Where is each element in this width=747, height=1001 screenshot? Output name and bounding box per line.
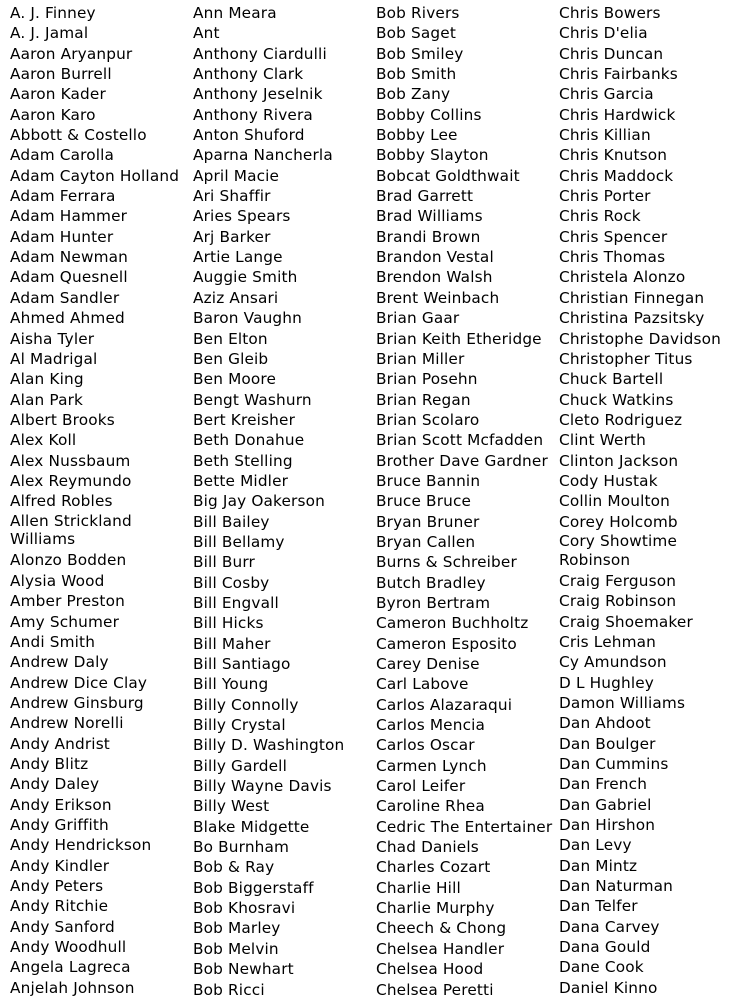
name-list-item: Beth Donahue (193, 431, 305, 450)
name-list-item: Chelsea Peretti (376, 980, 494, 999)
name-list-item: Bill Burr (193, 553, 255, 572)
name-list-item: Brother Dave Gardner (376, 451, 548, 470)
name-list-item: Brian Keith Etheridge (376, 329, 542, 348)
name-list-item: Aries Spears (193, 207, 291, 226)
name-list-item: Chuck Bartell (559, 370, 664, 389)
name-list-item: Amber Preston (10, 592, 125, 611)
name-list-item: Bruce Bannin (376, 471, 481, 490)
name-list-item: Anthony Rivera (193, 105, 313, 124)
name-list-item: Ahmed Ahmed (10, 309, 125, 328)
name-list-item: Dan Gabriel (559, 795, 652, 814)
name-list-item: Bob Melvin (193, 939, 279, 958)
name-list-item: Bette Midler (193, 471, 289, 490)
name-list-item: Christela Alonzo (559, 268, 686, 287)
name-list-item: April Macie (193, 166, 280, 185)
name-list-item: Big Jay Oakerson (193, 492, 325, 511)
name-list-item: Adam Ferrara (10, 187, 116, 206)
name-list-item: Andrew Ginsburg (10, 693, 144, 712)
name-list-item: Brendon Walsh (376, 268, 493, 287)
name-list-item: Chris Bowers (559, 4, 661, 22)
name-list-item: Brian Regan (376, 390, 471, 409)
name-list-item: Billy D. Washington (193, 736, 345, 755)
name-list-item: Andy Woodhull (10, 938, 127, 957)
name-list-item: Carmen Lynch (376, 756, 487, 775)
name-list-item: Anjelah Johnson (10, 978, 135, 997)
name-list-item: Chris Hardwick (559, 105, 676, 124)
name-list-item: Chris Killian (559, 126, 651, 145)
name-list-item: Brian Scolaro (376, 410, 480, 429)
name-list-item: Chris Fairbanks (559, 65, 678, 84)
name-list-item: Bobby Collins (376, 105, 482, 124)
name-list-item: Charles Cozart (376, 858, 491, 877)
name-list-item: Dan Boulger (559, 734, 656, 753)
name-list-item: Alex Nussbaum (10, 451, 131, 470)
name-list-item: Adam Carolla (10, 146, 115, 165)
name-list-item: Adam Sandler (10, 288, 120, 307)
name-list-item: Artie Lange (193, 248, 283, 267)
name-list-item: Baron Vaughn (193, 309, 302, 328)
name-list-item: Arj Barker (193, 227, 271, 246)
name-list-item: Charlie Murphy (376, 899, 495, 918)
name-list-item: Brian Miller (376, 349, 465, 368)
name-list-item: Cameron Buchholtz (376, 614, 529, 633)
name-list-item: Anton Shuford (193, 126, 305, 145)
name-list-item: Dane Cook (559, 958, 644, 977)
name-list-item: Al Madrigal (10, 349, 98, 368)
name-list-item: Blake Midgette (193, 817, 310, 836)
name-list-item: Andrew Dice Clay (10, 673, 148, 692)
name-list-item: Bob Saget (376, 24, 456, 43)
name-list-item: Aziz Ansari (193, 288, 279, 307)
name-list-item: Chris D'elia (559, 24, 648, 43)
name-list-item: Alfred Robles (10, 492, 113, 511)
name-list-item: Adam Hammer (10, 207, 128, 226)
name-list-item: Craig Robinson (559, 592, 677, 611)
name-list-item: Bryan Callen (376, 532, 476, 551)
name-list-item: Bill Young (193, 675, 269, 694)
name-list-item: Cris Lehman (559, 632, 657, 651)
name-list-item: Chris Knutson (559, 146, 668, 165)
name-list-item: Bill Hicks (193, 614, 264, 633)
name-list-item: Andy Sanford (10, 917, 115, 936)
name-list-item: Andy Peters (10, 876, 104, 895)
name-list-item: Caroline Rhea (376, 797, 485, 816)
name-list-item: Brent Weinbach (376, 288, 500, 307)
name-list-item: Collin Moulton (559, 492, 671, 511)
name-list-item: Chris Rock (559, 207, 641, 226)
name-list-item: Andy Griffith (10, 815, 109, 834)
name-list-item: Ann Meara (193, 4, 277, 22)
name-list-item: Carl Labove (376, 675, 469, 694)
name-list-item: Chris Spencer (559, 227, 668, 246)
name-list-item: Brandi Brown (376, 227, 481, 246)
name-list-item: Christopher Titus (559, 349, 693, 368)
name-column-4 (559, 3, 745, 998)
name-list-item: Aparna Nancherla (193, 146, 333, 165)
name-list-item: Burns & Schreiber (376, 553, 517, 572)
name-list-item: Amy Schumer (10, 612, 120, 631)
name-list-item: Adam Newman (10, 248, 129, 267)
name-list-item: Aaron Burrell (10, 65, 112, 84)
name-list-item: Christophe Davidson (559, 329, 721, 348)
name-list-item: Bob Biggerstaff (193, 878, 314, 897)
name-list-item: Bobcat Goldthwait (376, 166, 520, 185)
name-list-item: Dan Hirshon (559, 815, 656, 834)
name-list-item: Billy Connolly (193, 695, 299, 714)
name-list-item: Cedric The Entertainer (376, 817, 553, 836)
name-list-item: Alex Reymundo (10, 471, 132, 490)
name-list-item: Adam Quesnell (10, 268, 128, 287)
name-list-item: Cory Showtime Robinson (559, 531, 678, 569)
name-list-item: Bruce Bruce (376, 492, 472, 511)
name-list-item: Bobby Slayton (376, 146, 489, 165)
name-list-item: Bob Newhart (193, 960, 294, 979)
name-list-item: Auggie Smith (193, 268, 298, 287)
name-list-item: Chris Porter (559, 187, 651, 206)
name-list-item: Chris Garcia (559, 85, 654, 104)
name-list-item: Cleto Rodriguez (559, 410, 683, 429)
name-list-item: Butch Bradley (376, 573, 486, 592)
name-list-item: Cheech & Chong (376, 919, 507, 938)
name-list-item: Dan Levy (559, 836, 632, 855)
name-list-item: Brandon Vestal (376, 248, 494, 267)
name-list-item: Bob Marley (193, 919, 281, 938)
name-list-item: A. J. Jamal (10, 24, 89, 43)
name-list-item: Ant (193, 24, 220, 43)
name-list-item: Bengt Washurn (193, 390, 312, 409)
name-list-item: Bob Smith (376, 65, 457, 84)
name-list-item: Brian Posehn (376, 370, 478, 389)
name-list-item: Chris Thomas (559, 248, 666, 267)
name-column-1 (10, 3, 188, 998)
name-list-item: Aaron Karo (10, 105, 96, 124)
name-list-item: Bill Santiago (193, 655, 291, 673)
name-list-item: Alan Park (10, 390, 84, 409)
name-list-item: Charlie Hill (376, 878, 461, 897)
name-list-item: Adam Hunter (10, 227, 114, 246)
name-list-item: Bob Smiley (376, 44, 464, 63)
name-list-item: Billy West (193, 797, 270, 816)
name-list-item: Chuck Watkins (559, 390, 674, 409)
name-list-item: Ari Shaffir (193, 187, 271, 206)
name-list-item: Bob & Ray (193, 858, 275, 877)
name-list-item: Bob Rivers (376, 4, 460, 22)
name-list-item: Dan French (559, 775, 648, 794)
name-list-item: Bill Bailey (193, 512, 270, 531)
name-list-item: Andy Ritchie (10, 897, 109, 916)
name-list-item: Allen Strickland Williams (10, 511, 132, 549)
name-list-item: Andy Andrist (10, 734, 110, 753)
name-list-item: Andy Kindler (10, 856, 110, 875)
name-list-item: Andy Hendrickson (10, 836, 152, 855)
name-list-item: Cody Hustak (559, 471, 658, 490)
name-list-item: Bert Kreisher (193, 410, 296, 429)
name-list-item: Bill Cosby (193, 573, 270, 592)
name-list-item: Bryan Bruner (376, 512, 480, 531)
name-list-item: Clinton Jackson (559, 451, 679, 470)
name-list-item: Craig Shoemaker (559, 612, 693, 631)
name-list-item: Dan Telfer (559, 897, 638, 916)
name-list-item: Alan King (10, 370, 84, 389)
name-list-item: Bill Engvall (193, 593, 279, 612)
name-list-item: Carey Denise (376, 655, 480, 673)
name-list-item: Billy Crystal (193, 716, 286, 735)
name-list-item: Ben Moore (193, 370, 277, 389)
name-list-item: Chris Maddock (559, 166, 674, 185)
name-list-item: Carlos Oscar (376, 736, 475, 755)
name-list-item: Craig Ferguson (559, 571, 677, 590)
name-list-item: Carlos Alazaraqui (376, 695, 513, 714)
name-list-item: Brad Williams (376, 207, 483, 226)
name-list-item: Christina Pazsitsky (559, 309, 705, 328)
name-list-item: Ben Gleib (193, 349, 269, 368)
name-list-item: Bill Maher (193, 634, 271, 653)
name-list-item: Abbott & Costello (10, 126, 147, 145)
name-list-item: Aaron Aryanpur (10, 44, 133, 63)
name-list-item: Damon Williams (559, 693, 686, 712)
name-list-item: Anthony Ciardulli (193, 44, 327, 63)
name-list-item: Dana Gould (559, 938, 651, 957)
name-list-item: Andy Blitz (10, 754, 89, 773)
name-list-item: Cy Amundson (559, 653, 667, 672)
name-list-item: A. J. Finney (10, 4, 96, 22)
name-list-item: Brian Scott Mcfadden (376, 431, 544, 450)
name-list-item: Chad Daniels (376, 838, 479, 857)
name-list-item: Bob Ricci (193, 980, 265, 999)
name-list-item: Adam Cayton Holland (10, 166, 180, 185)
name-list-item: Albert Brooks (10, 410, 115, 429)
name-list-item: Daniel Kinno (559, 978, 658, 997)
name-column-3 (376, 3, 554, 1000)
name-list-item: Alonzo Bodden (10, 551, 127, 570)
name-list-item: Dan Ahdoot (559, 714, 651, 733)
name-list-item: Bobby Lee (376, 126, 458, 145)
name-list-item: Dan Mintz (559, 856, 638, 875)
name-list-item: Andrew Norelli (10, 714, 124, 733)
name-list-item: Corey Holcomb (559, 512, 678, 531)
name-list-item: Chris Duncan (559, 44, 664, 63)
name-list-item: Bob Khosravi (193, 899, 296, 918)
name-list-item: Beth Stelling (193, 451, 293, 470)
name-list-item: Andi Smith (10, 632, 96, 651)
name-list-item: Billy Gardell (193, 756, 287, 775)
name-list-item: Anthony Jeselnik (193, 85, 323, 104)
name-list-item: Carlos Mencia (376, 716, 486, 735)
name-column-2 (193, 3, 371, 1000)
name-list-item: Carol Leifer (376, 777, 466, 796)
name-list-item: Bo Burnham (193, 838, 290, 857)
name-list-item: Clint Werth (559, 431, 647, 450)
name-list-item: Aisha Tyler (10, 329, 95, 348)
name-list-item: Ben Elton (193, 329, 268, 348)
name-list-item: Dana Carvey (559, 917, 660, 936)
name-list-item: Andrew Daly (10, 653, 109, 672)
name-list-item: Andy Erikson (10, 795, 112, 814)
name-list-item: Anthony Clark (193, 65, 304, 84)
name-list-item: Alex Koll (10, 431, 77, 450)
name-list-item: Cameron Esposito (376, 634, 517, 653)
name-list-item: Alysia Wood (10, 571, 105, 590)
name-list-item: Bob Zany (376, 85, 451, 104)
name-list-item: Brian Gaar (376, 309, 460, 328)
name-list-item: Andy Daley (10, 775, 100, 794)
name-list-item: Christian Finnegan (559, 288, 705, 307)
name-list-item: Angela Lagreca (10, 958, 131, 977)
name-list-item: Byron Bertram (376, 593, 491, 612)
name-list-item: Chelsea Handler (376, 939, 505, 958)
name-list-item: Brad Garrett (376, 187, 474, 206)
name-list-item: D L Hughley (559, 673, 654, 692)
name-list-item: Dan Naturman (559, 876, 674, 895)
name-list-item: Dan Cummins (559, 754, 669, 773)
name-list-item: Aaron Kader (10, 85, 106, 104)
name-list-item: Bill Bellamy (193, 532, 285, 551)
name-list-item: Chelsea Hood (376, 960, 484, 979)
name-list-item: Billy Wayne Davis (193, 777, 332, 796)
